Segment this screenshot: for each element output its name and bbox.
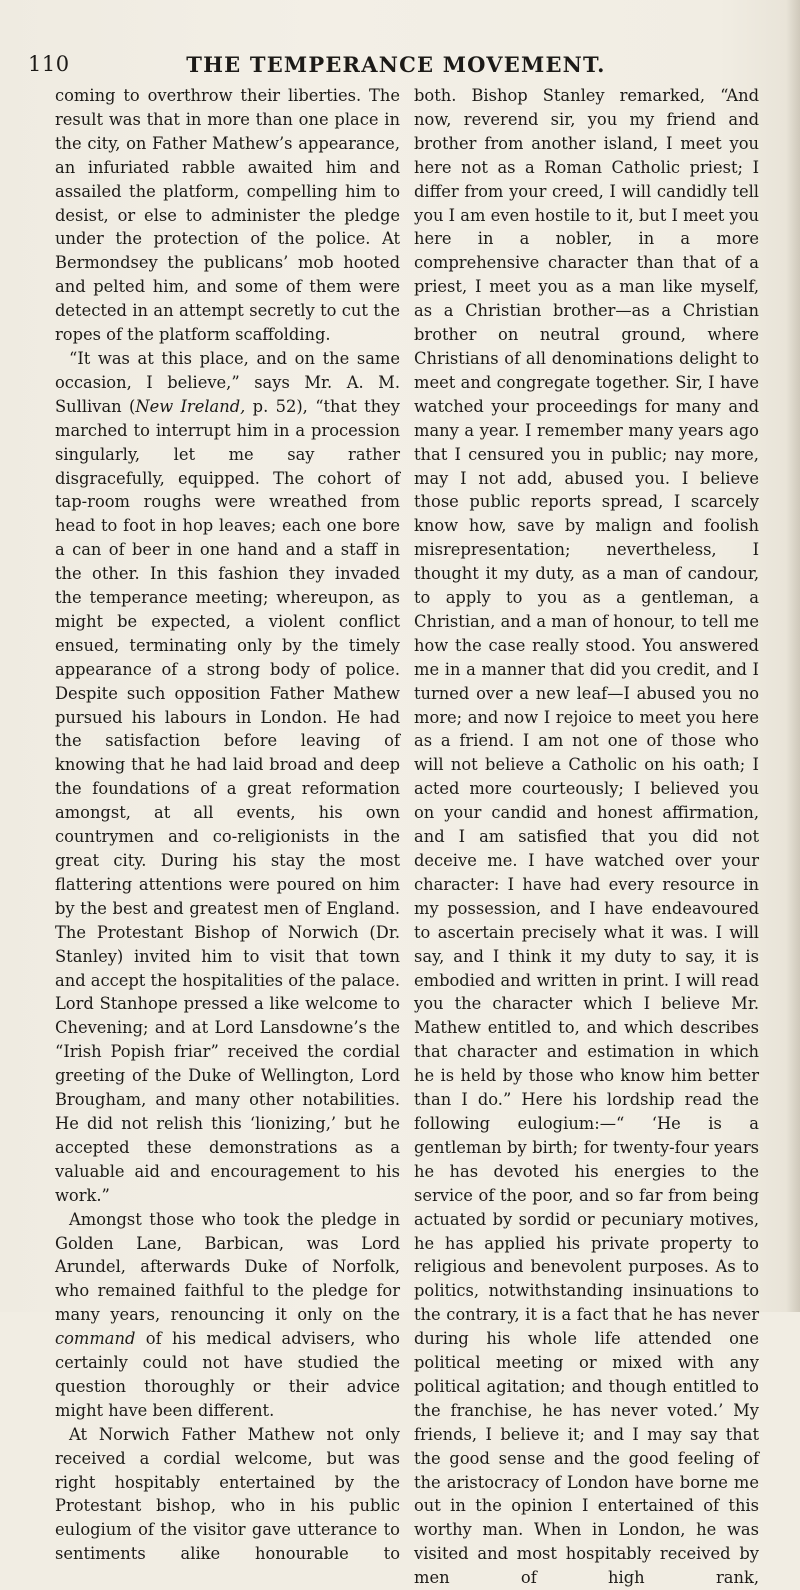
text-run: “It was at this place, and on the same occasion, I believe,” says Mr. A. M. Sullivan (: [55, 348, 400, 416]
paragraph: [55, 347, 400, 1208]
paragraph: At Norwich Father Mathew not only received a cordial welcome, but was right hospitably entertained by the Protestant bishop, who in his public eulogium of the visitor gave utterance to sentiments alike honourable to: [55, 1424, 400, 1564]
text-run: of his medical advisers, who certainly could not have studied the question thoroughly or their advice might have been different.: [55, 1329, 400, 1420]
running-title: THE TEMPERANCE MOVEMENT.: [186, 52, 606, 77]
book-title: New Ireland,: [135, 396, 246, 416]
paragraph: both. Bishop Stanley remarked, “And now, reverend sir, you my friend and brother from another island, I meet you here not as a Roman Catholic priest; I differ from your creed, I will candidly tell you I am even hostile to it, but I meet you here in a nobler, in a more comprehensive character than that of a priest, I meet you as a man like myself, as a Christian brother—as a Christian brother on neutral ground, where Christians of all denominations delight to meet and congregate together. Sir, I have watched your proceedings for many and many a year. I remember many years ago that I censured you in public; nay more, may I not add, abused you. I believe those public reports spread, I scarcely know how, save by malign and foolish misrepresentation; nevertheless, I thought it my duty, as a man of candour, to apply to you as a gentleman, a Christian, and a man of honour, to tell me how the case really stood. You answered me in a manner that did you credit, and I turned over a new leaf—I abused you no more; and now I rejoice to meet you here as a friend. I am not one of those who will not believe a Catholic on his oath; I acted more courteously; I believed you on your candid and honest affirmation, and I am satisfied that you did not deceive me. I have watched over your character: I have had every resource in my possession, and I have endeavoured to ascertain precisely what it was. I will say, and I think it my duty to say, it is embodied and written in print. I will read you the character which I believe Mr. Mathew entitled to, and which describes that character and estimation in which he is held by those who know him better than I do.” Here his lordship read the following eulogium:—“ ‘He is a gentleman by birth; for twenty-four years he has devoted his energies to the service of the poor, and so far from being actuated by sordid or pecuniary motives, he has applied his private property to religious and benevolent purposes. As to politics, notwithstanding insinuations to the contrary, it is a fact that he has never during his whole life attended one political meeting or mixed with any political agitation; and though entitled to the franchise, he has never voted.’ My friends, I believe it; and I may say that the good sense and the good feeling of the aristocracy of London have borne me out in the opinion I entertained of this worthy man. When in London, he was visited and most hospitably received by men of high rank,: [414, 86, 759, 1588]
left-column: [55, 84, 400, 1566]
page-header: [28, 52, 764, 84]
page-number: 110: [28, 52, 70, 76]
paragraph: coming to overthrow their liberties. The result was that in more than one place in the city, on Father Mathew’s appearance, an infuriated rabble awaited him and assailed the platform, compelling him to desist, or else to administer the pledge under the protection of the police. At Bermondsey the publicans’ mob hooted and pelted him, and some of them were detected in an attempt secretly to cut the ropes of the platform scaffolding.: [55, 86, 400, 345]
right-column: [414, 84, 759, 1590]
page-edge-shadow: [786, 0, 800, 1312]
text-run: Amongst those who took the pledge in Golden Lane, Barbican, was Lord Arundel, afterwards Duke of Norfolk, who remained faithful to the pledge for many years, renouncing it only on the: [55, 1209, 400, 1325]
emphasis: command: [55, 1329, 136, 1349]
text-run: p. 52), “that they marched to interrupt him in a procession singularly, let me say rather disgracefully, equipped. The cohort of tap-room roughs were wreathed from head to foot in hop leaves; each one bore a can of beer in one hand and a staff in the other. In this fashion they invaded the temperance meeting; whereupon, as might be expected, a violent conflict ensued, terminating only by the timely appearance of a strong body of police. Despite such opposition Father Mathew pursued his labours in London. He had the satisfaction before leaving of knowing that he had laid broad and deep the foundations of a great reformation amongst, at all events, his own countrymen and co-religionists in the great city. During his stay the most flattering attentions were poured on him by the best and greatest men of England. The Protestant Bishop of Norwich (Dr. Stanley) invited him to visit that town and accept the hospitalities of the palace. Lord Stanhope pressed a like welcome to Chevening; and at Lord Lansdowne’s the “Irish Popish friar” received the cordial greeting of the Duke of Wellington, Lord Brougham, and many other notabilities. He did not relish this ‘lionizing,’ but he accepted these demonstrations as a valuable aid and encouragement to his work.”: [55, 396, 401, 1205]
paragraph: [55, 1208, 400, 1423]
